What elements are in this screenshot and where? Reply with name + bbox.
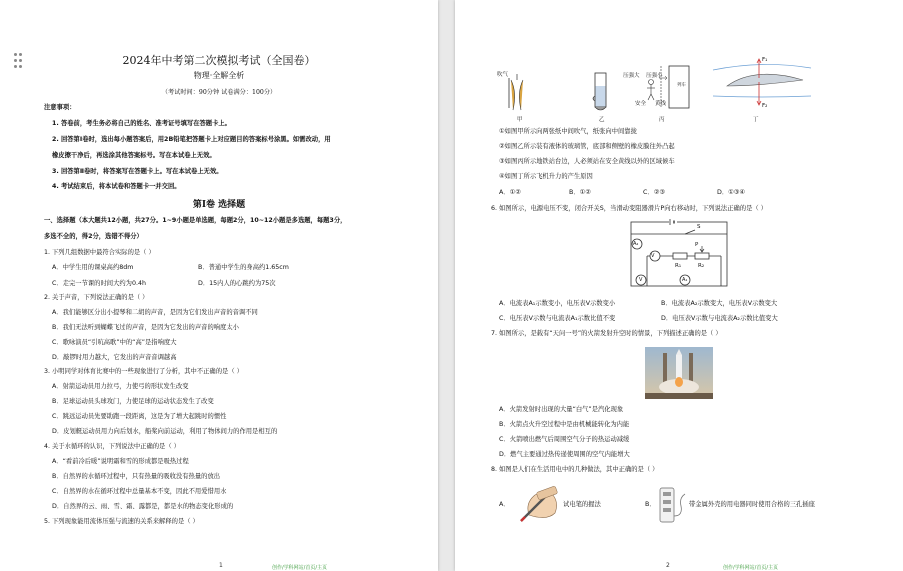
note-3: 3. 回答第Ⅱ卷时，将答案写在答题卡上。写在本试卷上无效。 [52, 168, 223, 175]
label-a2: A₂ [633, 241, 639, 247]
question-5: 5. 下列现象能用流体压强与流速的关系来解释的是（ ） [44, 518, 199, 525]
q4-option-c: C．自然界的水在循环过程中总量基本不变，因此不用爱惜用水 [52, 488, 227, 495]
note-1: 1. 答卷前，考生务必将自己的姓名、准考证号填写在答题卡上。 [52, 120, 231, 127]
label-yi: 乙 [599, 117, 605, 123]
power-strip-image [657, 486, 687, 526]
notes-heading: 注意事项： [44, 104, 76, 111]
q8-option-a-text: 试电笔的握法 [563, 501, 601, 508]
label-v-bottom: V [639, 277, 643, 283]
q2-option-b: B．我们无法听到蝴蝶飞过的声音，是因为它发出的声音的响度太小 [52, 324, 239, 331]
label-r1: R₁ [675, 263, 682, 269]
q5-statement-2: ②如图乙所示装有液体的玻璃管，底部和侧壁的橡皮膜往外凸起 [499, 143, 675, 150]
label-v1: V [651, 253, 655, 259]
label-high-pressure: 压强大 [623, 73, 640, 79]
label-blow: 吹气 [497, 72, 509, 78]
q1-option-c: C．走完一节课的时间大约为0.4h [52, 280, 146, 287]
question-4: 4. 关于水循环的认识，下列说法中正确的是（ ） [44, 443, 180, 450]
page-title: 2024年中考第二次模拟考试（全国卷） [122, 54, 316, 67]
q8-option-b-label: B． [645, 501, 656, 508]
q4-option-b: B．自然界的水循环过程中，只有热量的吸收没有热量的放出 [52, 473, 221, 480]
note-2-cont: 橡皮擦干净后，再选涂其他答案标号。写在本试卷上无效。 [52, 152, 216, 159]
q7-option-d: D．燃气主要通过热传递使周围的空气内能增大 [499, 451, 630, 458]
section-intro-2: 多选不全的，得2分，选错不得分） [44, 233, 143, 240]
document-page-2 [455, 0, 903, 571]
q8-option-b-text: 带金属外壳的用电器同时使用合格的三孔插座 [689, 501, 815, 508]
q1-option-d: D．15内人的心跳约为75次 [198, 280, 276, 287]
q6-option-d: D．电压表V示数与电流表A₂示数比值变大 [661, 315, 778, 322]
label-a1: A₁ [682, 277, 688, 283]
label-f2: F₂ [762, 103, 768, 109]
q3-option-a: A．射箭运动员用力拉弓，力使弓的形状发生改变 [52, 383, 189, 390]
q4-option-d: D．自然界的云、雨、雪、霜、露都是，都是水的物态变化形成的 [52, 503, 234, 510]
q1-option-b: B．普通中学生的身高约1.65cm [198, 264, 289, 271]
q6-option-a: A．电流表A₁示数变小，电压表V示数变小 [499, 300, 616, 307]
q2-option-c: C．歌咏演员“引吭高歌”中的“高”是指响度大 [52, 339, 177, 346]
q6-option-b: B．电流表A₂示数变大，电压表V示数变大 [661, 300, 778, 307]
document-page-1 [0, 0, 438, 571]
question-2: 2. 关于声音，下列说法正确的是（ ） [44, 294, 149, 301]
q5-choice-c: C．②③ [643, 189, 665, 196]
note-2: 2. 回答第Ⅰ卷时，选出每小题答案后，用2B铅笔把答题卡上对应题目的答案标号涂黑。如需改动，用 [52, 136, 331, 143]
q7-option-c: C．火箭喷出燃气后周围空气分子的热运动减缓 [499, 436, 630, 443]
q5-choice-d: D．①③④ [717, 189, 746, 196]
page-number-1: 1 [219, 562, 223, 569]
question-3: 3. 小明同学对体育比赛中的一些现象进行了分析，其中不正确的是（ ） [44, 368, 243, 375]
exam-info: （考试时间：90分钟 试卷满分：100分） [161, 89, 277, 96]
figure-liquid-tube [587, 70, 615, 114]
q4-option-a: A．“看前冷后暖”说明霜和雪的形成都是吸热过程 [52, 458, 189, 465]
rocket-launch-photo [645, 347, 713, 399]
label-r2: R₂ [698, 263, 705, 269]
label-ding: 丁 [753, 117, 759, 123]
test-pen-hand-image [519, 485, 563, 523]
footer-watermark-1: 创作/学科网站/首页/主页 [272, 565, 328, 571]
section-title: 第Ⅰ卷 选择题 [192, 200, 246, 210]
label-yellow-line: 黄线 [655, 101, 667, 107]
q5-choice-a: A．①② [499, 189, 521, 196]
section-intro-1: 一、选择题（本大题共12小题，共27分。1~9小题是单选题，每题2分，10~12小题是多选题，每题3分， [44, 217, 347, 224]
q5-statement-4: ④如图丁所示飞机升力的产生原因 [499, 173, 593, 180]
footer-watermark-2: 创作/学科网站/首页/主页 [723, 565, 779, 571]
label-slider-p: P [695, 242, 699, 248]
question-8: 8. 如图是人们在生活用电中的几种做法，其中正确的是（ ） [491, 466, 659, 473]
label-switch-s: S [697, 224, 701, 230]
q2-option-d: D．敲锣时用力越大，它发出的声音音调越高 [52, 354, 177, 361]
page-number-2: 2 [666, 562, 670, 569]
q2-option-a: A．我们能够区分出小提琴和二胡的声音，是因为它们发出声音的音调不同 [52, 309, 258, 316]
label-f1: F₁ [762, 57, 768, 63]
question-7: 7. 如图所示，是载有“天问一号”的火箭发射升空时的情景，下列描述正确的是（ ） [491, 330, 722, 337]
q5-choice-b: B．①② [569, 189, 591, 196]
q7-option-a: A．火箭发射时出现的大量“白气”是汽化现象 [499, 406, 624, 413]
label-safe: 安全 [635, 101, 647, 107]
q6-option-c: C．电压表V示数与电流表A₁示数比值不变 [499, 315, 616, 322]
label-train: 列车 [677, 83, 686, 88]
q1-option-a: A．中学生用的课桌高约8dm [52, 264, 134, 271]
q3-option-c: C．跳远运动员先要助跑一段距离，这是为了增大起跳时的惯性 [52, 413, 227, 420]
q5-statement-3: ③如图丙所示地铁站台边，人必须站在安全黄线以外的区域候车 [499, 158, 675, 165]
label-low-pressure: 压强小 [646, 73, 663, 79]
q3-option-d: D．皮划艇运动员用力向后划水，船桨向前运动，利用了物体间力的作用是相互的 [52, 428, 278, 435]
q7-option-b: B．火箭点火升空过程中是由机械能转化为内能 [499, 421, 630, 428]
label-bing: 丙 [659, 117, 665, 123]
question-1: 1. 下列几组数据中最符合实际的是（ ） [44, 249, 155, 256]
q8-option-a-label: A． [499, 501, 510, 508]
q5-statement-1: ①如图甲所示向两张纸中间吹气，纸张向中间靠拢 [499, 128, 637, 135]
question-6: 6. 如图所示，电源电压不变，闭合开关S，当滑动变阻器滑片P向右移动时，下列说法正确的是（ ） [491, 205, 767, 212]
label-jia: 甲 [517, 117, 523, 123]
q3-option-b: B．足球运动员头球攻门，力使足球的运动状态发生了改变 [52, 398, 214, 405]
note-4: 4. 考试结束后，将本试卷和答题卡一并交回。 [52, 183, 181, 190]
page-subtitle: 物理·全解全析 [193, 71, 245, 80]
